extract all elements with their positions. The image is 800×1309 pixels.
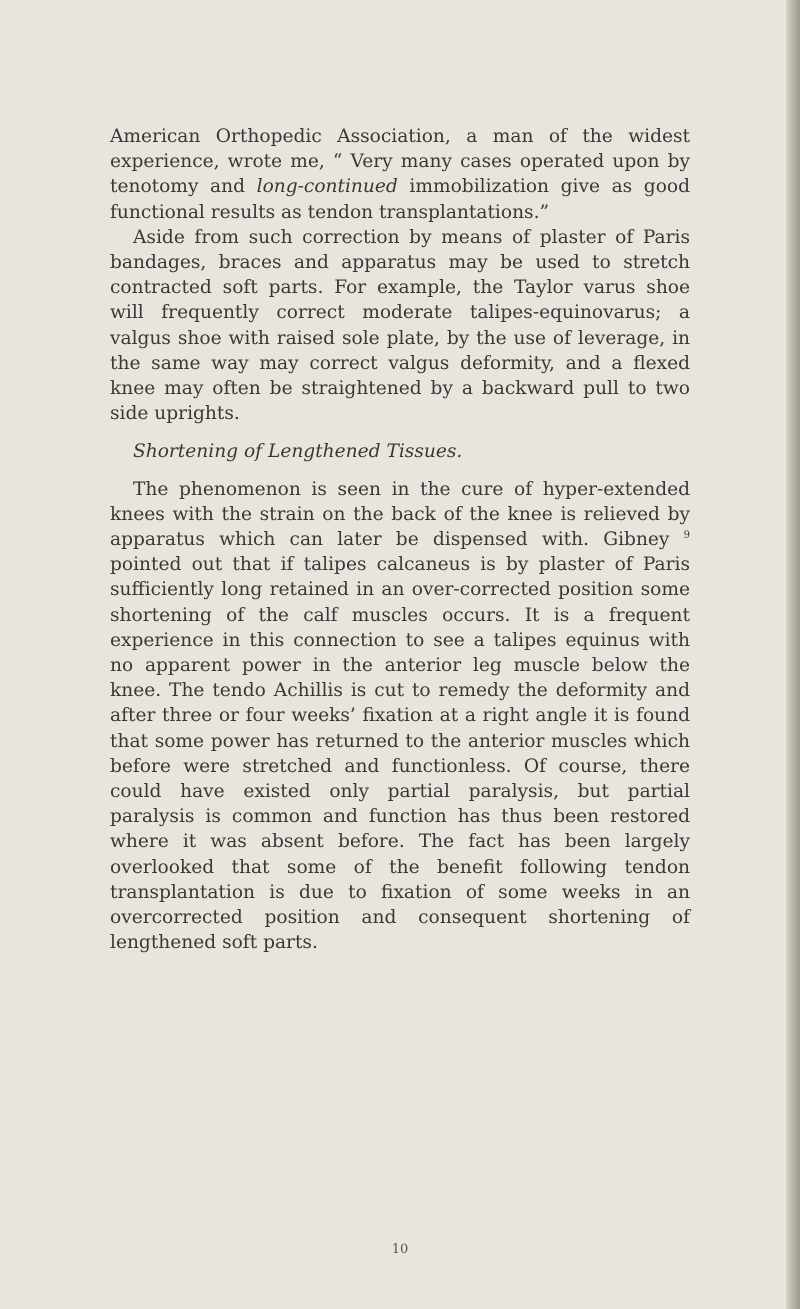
shortening-text-start: The phenomenon is seen in the cure of hyper-extended knees with the strain on the back of the knee is relieved by apparatus which can later be dispensed with. Gibney [110, 478, 690, 551]
footnote-reference: 9 [683, 529, 690, 541]
paragraph-braces: Aside from such correction by means of plaster of Paris bandages, braces and apparatus may be used to stretch contracted soft parts. For example, the Taylor varus shoe will frequently correct moderate talipes-equinovarus; a valgus shoe with raised sole plate, by the use of leverage, in the same way may correct valgus deformity, and a flexed knee may often be straightened by a backward pull to two side uprights. [110, 226, 690, 425]
paragraph-shortening [110, 477, 690, 956]
section-heading: Shortening of Lengthened Tissues. [133, 441, 463, 463]
italic-emphasis: long-continued [256, 176, 398, 198]
shortening-text-end: pointed out that if talipes calcaneus is by plaster of Paris sufficiently long retained in an over-corrected position some shortening of the calf muscles occurs. It is a frequent experience in this connection to see a talipes equinus with no apparent power in the anterior leg muscle below the knee. The tendo Achillis is cut to remedy the deformity and after three or four weeks’ fixation at a right angle it is found that some power has returned to the anterior muscles which before were stretched and functionless. Of course, there could have existed only partial paralysis, but partial paralysis is common and function has thus been restored where it was absent before. The fact has been largely overlooked that some of the benefit following tendon transplantation is due to fixation of some weeks in an overcorrected position and consequent shortening of lengthened soft parts. [110, 554, 690, 954]
quote-text-end: immobilization give as good functional results as tendon transplantations.” [110, 176, 691, 223]
page-edge-shadow [786, 0, 800, 1309]
paragraph-quote [110, 124, 690, 225]
body-text [110, 124, 690, 956]
page-number: 10 [391, 1242, 409, 1257]
quote-text-start: American Orthopedic Association, a man of the widest experience, wrote me, “ Very many cases operated upon by tenotomy and [110, 126, 690, 198]
